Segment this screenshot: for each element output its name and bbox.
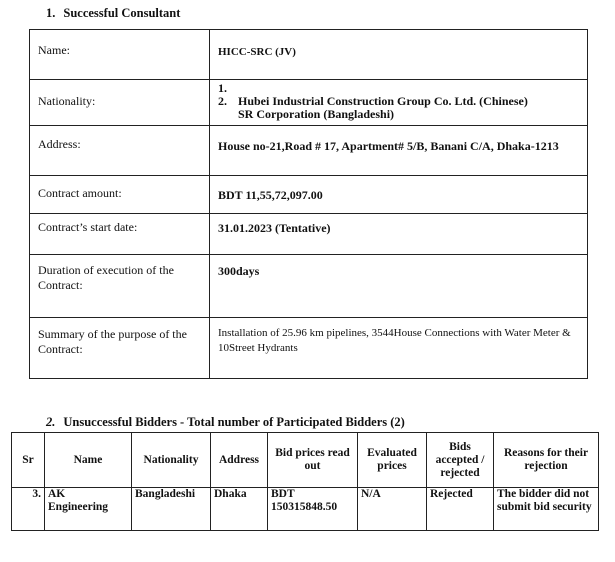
row-start-date: [30, 214, 588, 255]
duration-value: 300days: [218, 264, 260, 278]
nationality-item: SR Corporation (Bangladeshi): [238, 107, 395, 121]
start-date-label: Contract’s start date:: [38, 220, 138, 234]
cell-accepted: Rejected: [427, 488, 494, 531]
start-date-value: 31.01.2023 (Tentative): [218, 221, 331, 235]
cell-evaluated: N/A: [358, 488, 427, 531]
header-nationality: Nationality: [132, 433, 211, 488]
section1-title: Successful Consultant: [63, 6, 181, 20]
header-name: Name: [45, 433, 132, 488]
row-duration: [30, 255, 588, 318]
header-sr: Sr: [12, 433, 45, 488]
table-header-row: [12, 433, 599, 488]
row-nationality: [30, 80, 588, 126]
address-value: House no-21,Road # 17, Apartment# 5/B, Banani C/A, Dhaka-1213: [218, 139, 559, 153]
nationality-item: 1.: [218, 81, 227, 95]
section2-title: Unsuccessful Bidders - Total number of Participated Bidders (2): [63, 415, 405, 429]
row-address: [30, 126, 588, 176]
section1-number: 1.: [46, 6, 56, 20]
header-reasons: Reasons for their rejection: [494, 433, 599, 488]
successful-consultant-table: [29, 29, 588, 379]
row-contract-amount: [30, 176, 588, 214]
contract-amount-label: Contract amount:: [38, 186, 122, 200]
duration-label: Duration of execution of the Contract:: [38, 263, 174, 292]
header-bid-prices: Bid prices read out: [268, 433, 358, 488]
unsuccessful-bidders-table: [11, 432, 599, 531]
cell-bid-prices: BDT 150315848.50: [268, 488, 358, 531]
name-value: HICC-SRC (JV): [218, 46, 296, 58]
nationality-item: 2. Hubei Industrial Construction Group Co. Ltd. (Chinese): [218, 94, 528, 108]
header-evaluated: Evaluated prices: [358, 433, 427, 488]
nationality-list: [218, 80, 587, 121]
cell-name: AK Engineering: [45, 488, 132, 531]
name-label: Name:: [38, 43, 70, 57]
summary-value: Installation of 25.96 km pipelines, 3544House Connections with Water Meter & 10Street Hydrants: [218, 327, 571, 354]
cell-reasons: The bidder did not submit bid security: [494, 488, 599, 531]
address-label: Address:: [38, 137, 81, 151]
row-name: [30, 30, 588, 80]
contract-amount-value: BDT 11,55,72,097.00: [218, 188, 323, 202]
section2-heading: [46, 415, 405, 430]
cell-address: Dhaka: [211, 488, 268, 531]
nationality-label: Nationality:: [38, 94, 96, 108]
cell-sr: 3.: [12, 488, 45, 531]
row-summary: [30, 318, 588, 379]
section2-number: 2.: [46, 415, 56, 429]
summary-label: Summary of the purpose of the Contract:: [38, 327, 187, 356]
section1-heading: [46, 6, 180, 21]
header-accepted: Bids accepted / rejected: [427, 433, 494, 488]
header-address: Address: [211, 433, 268, 488]
table-row: [12, 488, 599, 531]
cell-nationality: Bangladeshi: [132, 488, 211, 531]
